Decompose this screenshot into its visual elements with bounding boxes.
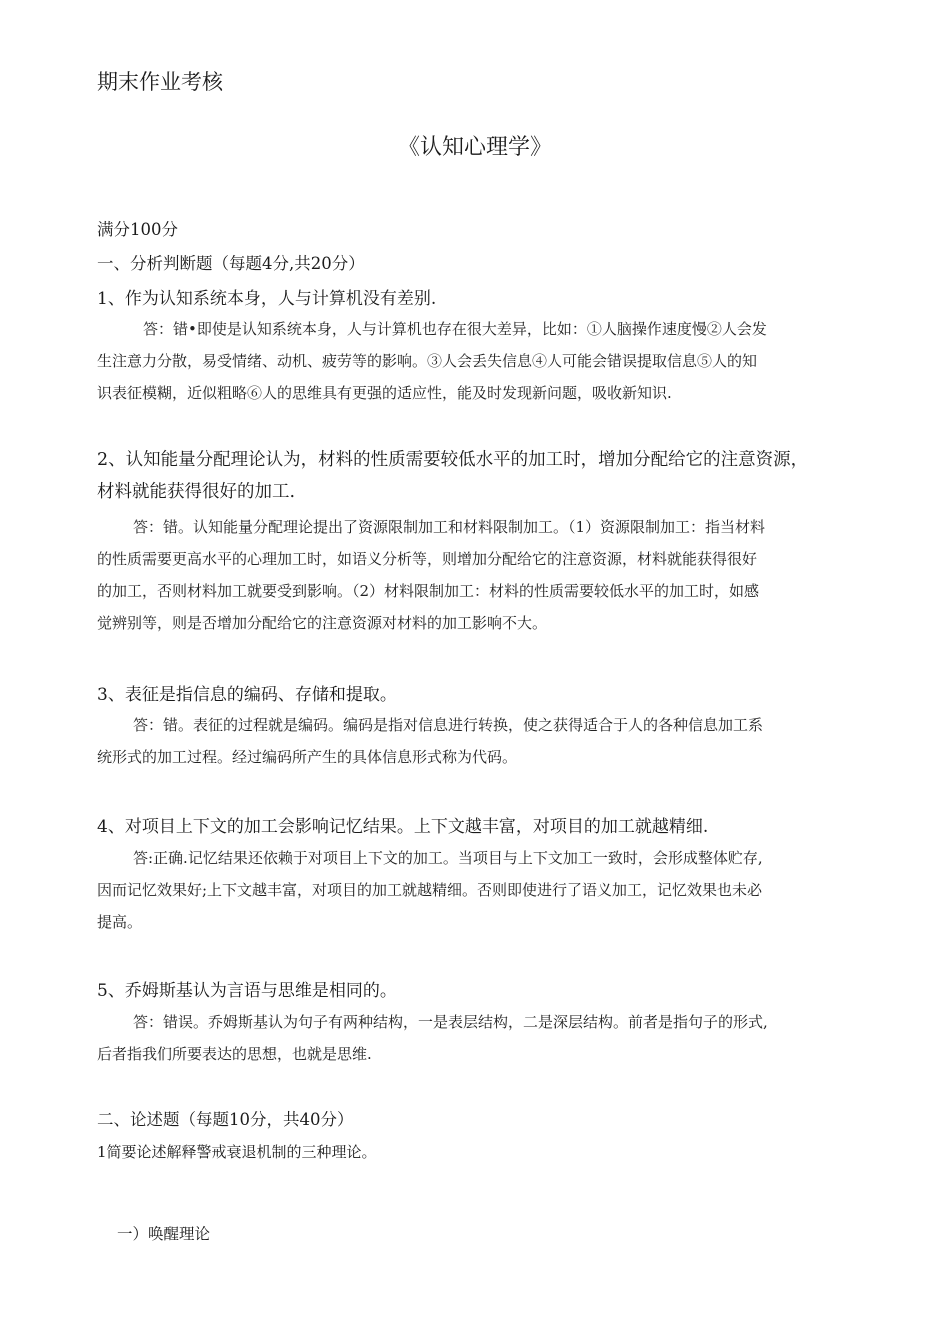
answer-1 (97, 313, 767, 409)
answer-line: 的加工，否则材料加工就要受到影响。（2）材料限制加工：材料的性质需要较低水平的加工时，如感 (97, 582, 760, 600)
question-line: 2、认知能量分配理论认为，材料的性质需要较低水平的加工时，增加分配给它的注意资源， (97, 450, 809, 470)
subheading-arousal-theory: 一）唤醒理论 (117, 1225, 211, 1243)
section1-heading: 一、分析判断题（每题4分,共20分） (97, 254, 365, 273)
answer-line: 提高。 (97, 913, 143, 931)
question-5: 5、乔姆斯基认为言语与思维是相同的。 (97, 981, 397, 1001)
question-1: 1、作为认知系统本身，人与计算机没有差别. (97, 289, 437, 309)
answer-line: 答：错。认知能量分配理论提出了资源限制加工和材料限制加工。（1）资源限制加工：指当材料 (133, 518, 766, 536)
question-2 (97, 444, 808, 508)
answer-line: 因而记忆效果好;上下文越丰富，对项目的加工就越精细。否则即使进行了语义加工，记忆效果也未必 (97, 881, 763, 899)
page-header: 期末作业考核 (97, 70, 223, 94)
answer-5 (97, 1006, 768, 1070)
answer-line: 觉辨别等，则是否增加分配给它的注意资源对材料的加工影响不大。 (97, 614, 548, 632)
essay-question-1: 1简要论述解释警戒衰退机制的三种理论。 (97, 1143, 377, 1161)
answer-line: 识表征模糊，近似粗略⑥人的思维具有更强的适应性，能及时发现新问题，吸收新知识. (97, 384, 672, 402)
question-3: 3、表征是指信息的编码、存储和提取。 (97, 685, 397, 705)
answer-2 (97, 511, 765, 639)
answer-3 (97, 709, 763, 773)
question-4: 4、对项目上下文的加工会影响记忆结果。上下文越丰富，对项目的加工就越精细. (97, 817, 709, 837)
answer-line: 答:正确.记忆结果还依赖于对项目上下文的加工。当项目与上下文加工一致时，会形成整体贮存, (133, 849, 763, 867)
document-title: 《认知心理学》 (397, 135, 552, 160)
question-line: 材料就能获得很好的加工. (97, 482, 296, 502)
answer-line: 的性质需要更高水平的心理加工时，如语义分析等，则增加分配给它的注意资源，材料就能获得很好 (97, 550, 758, 568)
answer-line: 答：错。表征的过程就是编码。编码是指对信息进行转换，使之获得适合于人的各种信息加工系 (133, 716, 764, 734)
answer-line: 统形式的加工过程。经过编码所产生的具体信息形式称为代码。 (97, 748, 518, 766)
answer-4 (97, 842, 763, 938)
section2-heading: 二、论述题（每题10分，共40分） (97, 1110, 354, 1129)
answer-line: 答：错•即使是认知系统本身，人与计算机也存在很大差异，比如：①人脑操作速度慢②人会发 (143, 320, 767, 338)
full-score: 满分100分 (97, 220, 178, 239)
answer-line: 答：错误。乔姆斯基认为句子有两种结构，一是表层结构，二是深层结构。前者是指句子的形式, (133, 1013, 768, 1031)
answer-line: 生注意力分散，易受情绪、动机、疲劳等的影响。③人会丢失信息④人可能会错误提取信息⑤人的知 (97, 352, 758, 370)
answer-line: 后者指我们所要表达的思想，也就是思维. (97, 1045, 372, 1063)
